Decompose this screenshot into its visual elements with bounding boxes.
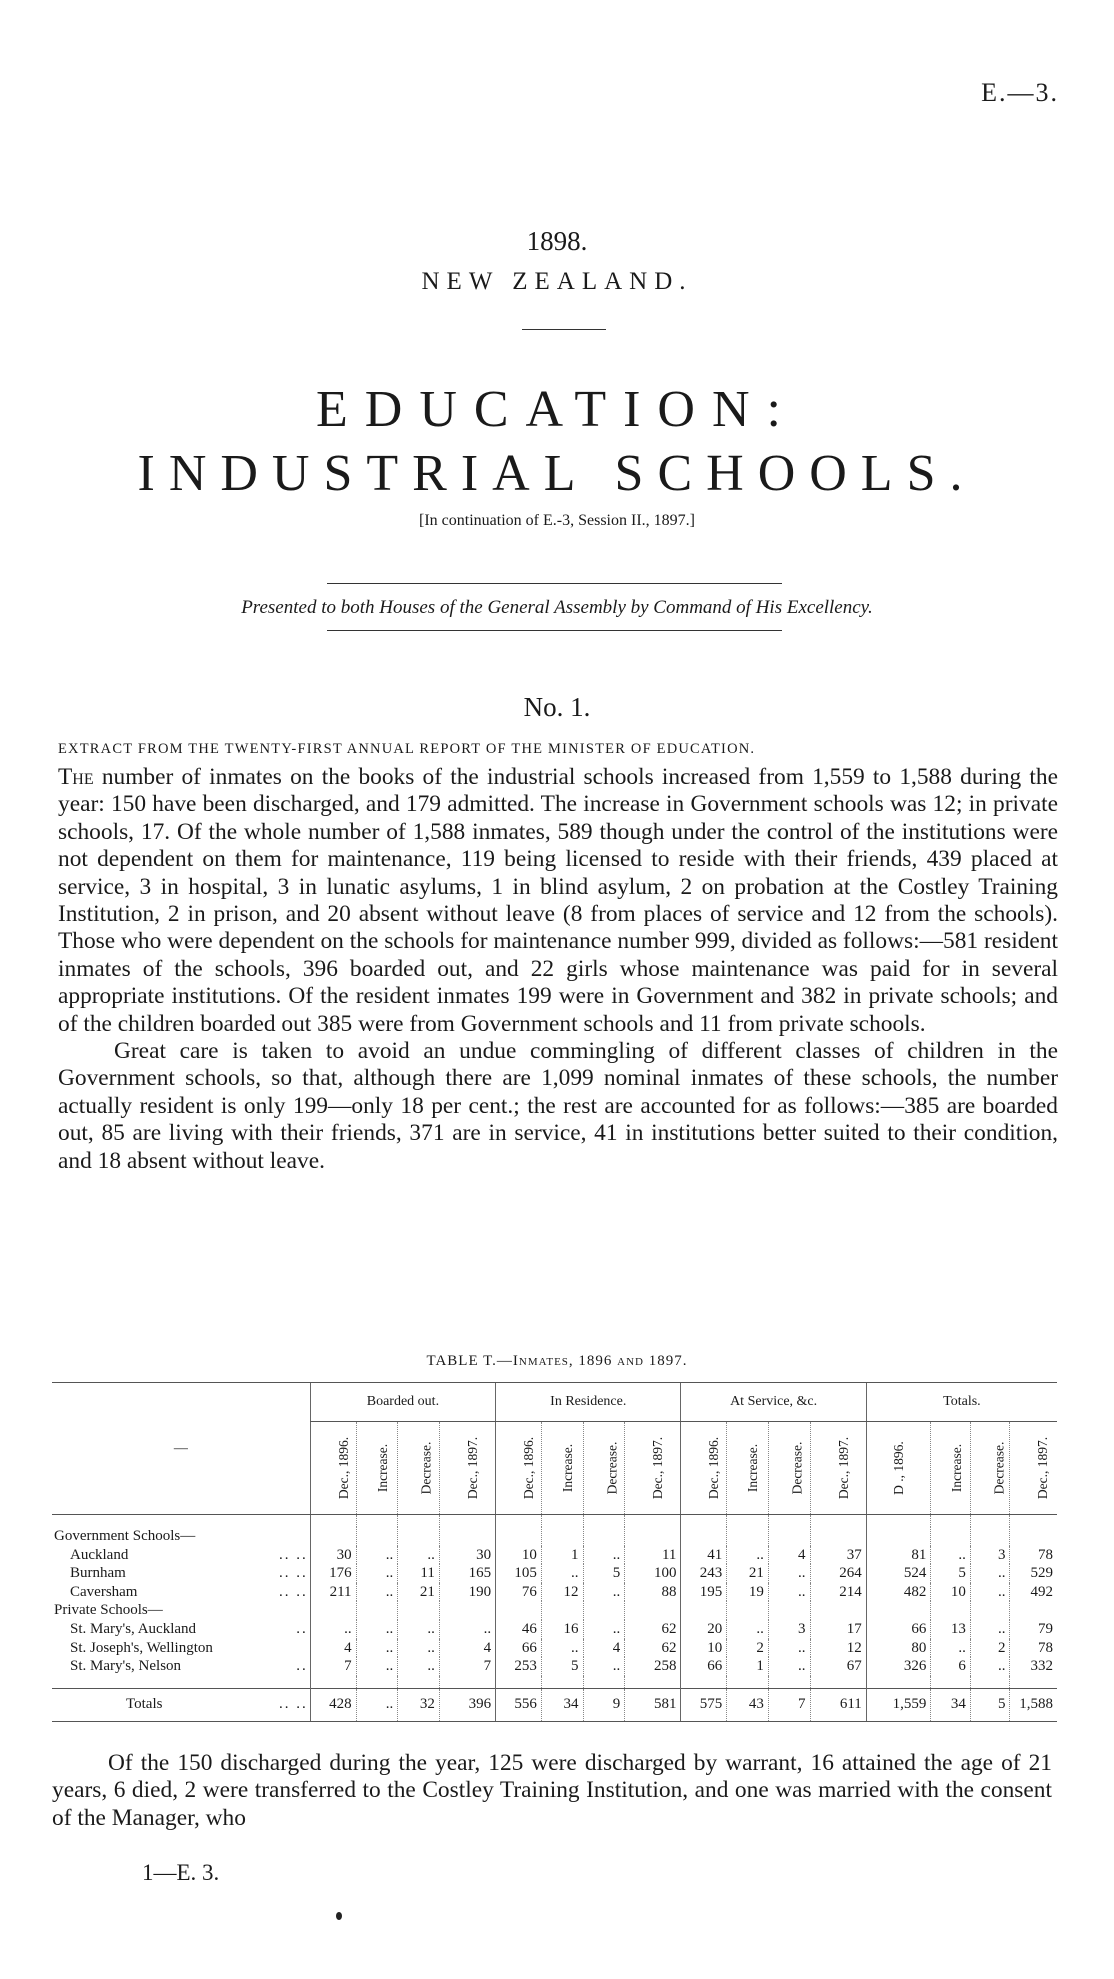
country: NEW ZEALAND. — [421, 268, 693, 295]
table-cell: 34 — [931, 1688, 971, 1721]
column-header — [768, 1422, 810, 1515]
column-header — [681, 1422, 727, 1515]
column-header — [496, 1422, 542, 1515]
column-header — [810, 1422, 866, 1515]
column-header-label: Increase. — [560, 1443, 576, 1492]
column-header-label: Dec., 1896. — [521, 1436, 537, 1499]
table-cell: .. — [583, 1583, 625, 1602]
table-cell: 16 — [541, 1620, 583, 1639]
column-header-label: Dec., 1896. — [335, 1436, 351, 1499]
column-header — [310, 1422, 356, 1515]
inmates-table — [52, 1382, 1057, 1722]
table-cell: .. — [439, 1620, 495, 1639]
body-text-continued — [52, 1750, 1052, 1832]
column-header — [625, 1422, 681, 1515]
column-header-label: Dec., 1897. — [1035, 1436, 1051, 1499]
title-line-1: EDUCATION: — [316, 381, 798, 438]
table-cell: 32 — [398, 1688, 440, 1721]
table-cell: 176 — [310, 1564, 356, 1583]
table-cell: 62 — [625, 1639, 681, 1658]
table-cell: 11 — [625, 1546, 681, 1565]
column-header — [931, 1422, 971, 1515]
school-name: St. Mary's, Nelson — [70, 1658, 182, 1675]
column-header-label: Increase. — [745, 1443, 761, 1492]
divider — [522, 329, 606, 330]
column-header-label: D ., 1896. — [890, 1440, 906, 1495]
divider — [327, 630, 782, 631]
table-cell: 253 — [496, 1657, 542, 1676]
row-label — [52, 1583, 310, 1602]
table-cell: .. — [356, 1583, 398, 1602]
table-cell: .. — [356, 1639, 398, 1658]
school-name: St. Joseph's, Wellington — [70, 1639, 213, 1656]
table-cell: .. — [583, 1546, 625, 1565]
table-cell: 10 — [496, 1546, 542, 1565]
leader-dots: .. .. — [279, 1546, 308, 1563]
table-cell: 78 — [1010, 1546, 1057, 1565]
table-cell: 575 — [681, 1688, 727, 1721]
table-row — [52, 1564, 1057, 1583]
table-cell: .. — [970, 1620, 1010, 1639]
table-cell: 76 — [496, 1583, 542, 1602]
table-cell: 100 — [625, 1564, 681, 1583]
table-cell: 10 — [681, 1639, 727, 1658]
table-cell: .. — [398, 1620, 440, 1639]
column-header-label: Decrease. — [603, 1441, 619, 1494]
row-label — [52, 1564, 310, 1583]
table-group-header-row — [52, 1383, 1057, 1422]
column-header — [398, 1422, 440, 1515]
table-cell: 428 — [310, 1688, 356, 1721]
section-number: No. 1. — [523, 692, 591, 722]
table-cell: 326 — [866, 1657, 931, 1676]
table-cell: 211 — [310, 1583, 356, 1602]
table-cell: .. — [398, 1546, 440, 1565]
body-text — [58, 764, 1058, 1175]
section-row — [52, 1601, 1057, 1620]
table-cell: 4 — [439, 1639, 495, 1658]
table-cell: 2 — [970, 1639, 1010, 1658]
presented-line: Presented to both Houses of the General Assembly by Command of His Excellency. — [241, 597, 873, 618]
row-label — [52, 1620, 310, 1639]
column-header — [970, 1422, 1010, 1515]
table-cell: .. — [310, 1620, 356, 1639]
section-label: Government Schools— — [54, 1528, 196, 1544]
column-header — [727, 1422, 769, 1515]
column-header-label: Dec., 1896. — [706, 1436, 722, 1499]
table-caption-main: Inmates, 1896 and 1897. — [512, 1353, 688, 1369]
table-cell: 492 — [1010, 1583, 1057, 1602]
table-cell: 13 — [931, 1620, 971, 1639]
table-row — [52, 1583, 1057, 1602]
table-cell: .. — [356, 1546, 398, 1565]
table-cell: 524 — [866, 1564, 931, 1583]
table-cell: .. — [768, 1657, 810, 1676]
table-cell: .. — [356, 1620, 398, 1639]
table-cell: 9 — [583, 1688, 625, 1721]
table-cell: 17 — [810, 1620, 866, 1639]
table-cell: 105 — [496, 1564, 542, 1583]
table-cell: 611 — [810, 1688, 866, 1721]
table-cell: 7 — [439, 1657, 495, 1676]
column-header-label: Dec., 1897. — [464, 1436, 480, 1499]
column-header — [356, 1422, 398, 1515]
table-row — [52, 1639, 1057, 1658]
section-label: Private Schools— — [54, 1602, 163, 1619]
table-cell: 2 — [727, 1639, 769, 1658]
table-cell: 258 — [625, 1657, 681, 1676]
school-name: Auckland — [70, 1546, 129, 1563]
table-cell: 62 — [625, 1620, 681, 1639]
table-cell: 243 — [681, 1564, 727, 1583]
table-cell: .. — [356, 1564, 398, 1583]
divider — [327, 583, 782, 584]
table-cell: .. — [970, 1564, 1010, 1583]
table-cell: .. — [727, 1620, 769, 1639]
column-header — [583, 1422, 625, 1515]
table-cell: 482 — [866, 1583, 931, 1602]
paragraph-1 — [58, 764, 1058, 1038]
row-label — [52, 1546, 310, 1565]
column-header-label: Dec., 1897. — [650, 1436, 666, 1499]
school-name: St. Mary's, Auckland — [70, 1620, 197, 1637]
column-header-label: Increase. — [374, 1443, 390, 1492]
paragraph-lead: The — [58, 764, 94, 790]
document-code: E.—3. — [981, 78, 1059, 107]
table-cell: .. — [398, 1657, 440, 1676]
totals-row — [52, 1688, 1057, 1721]
column-header — [1010, 1422, 1057, 1515]
table-cell: 5 — [541, 1657, 583, 1676]
table-cell: 264 — [810, 1564, 866, 1583]
table-cell: 1 — [541, 1546, 583, 1565]
paragraph-text: number of inmates on the books of the industrial schools increased from 1,559 to 1,588 during the year: 150 have been discharged, and 179 admitted. The increase in Government schools was 12; in private schools, 17. Of the whole number of 1,588 inmates, 589 though under the control of the institutions were not dependent on them for maintenance, 119 being licensed to reside with their friends, 439 placed at service, 3 in hospital, 3 in lunatic asylums, 1 in blind asylum, 2 on probation at the Costley Training Institution, 2 in prison, and 20 absent without leave (8 from places of service and 12 from the schools). Those who were dependent on the schools for maintenance number 999, divided as follows:—581 resident inmates of the schools, 396 boarded out, and 22 girls whose maintenance was paid for in several appropriate institutions. Of the resident inmates 199 were in Government and 382 in private schools; and of the children boarded out 385 were from Government schools and 11 from private schools. — [58, 764, 1058, 1037]
table-cell: 214 — [810, 1583, 866, 1602]
table-cell: 21 — [727, 1564, 769, 1583]
table-cell: 3 — [970, 1546, 1010, 1565]
ink-dot — [336, 1912, 342, 1920]
column-header-label: Decrease. — [991, 1441, 1007, 1494]
table-cell: .. — [970, 1583, 1010, 1602]
table-cell: 396 — [439, 1688, 495, 1721]
table-cell: 165 — [439, 1564, 495, 1583]
table-cell: 41 — [681, 1546, 727, 1565]
table-cell: 19 — [727, 1583, 769, 1602]
table-cell: .. — [931, 1639, 971, 1658]
column-header-label: Increase. — [949, 1443, 965, 1492]
table-cell: 66 — [866, 1620, 931, 1639]
column-header — [866, 1422, 931, 1515]
table-cell: 1,559 — [866, 1688, 931, 1721]
table-cell: 556 — [496, 1688, 542, 1721]
table-cell: 12 — [541, 1583, 583, 1602]
spacer-row — [52, 1515, 1057, 1528]
table-row — [52, 1620, 1057, 1639]
table-cell: 581 — [625, 1688, 681, 1721]
table-cell: 30 — [310, 1546, 356, 1565]
extract-heading: EXTRACT FROM THE TWENTY-FIRST ANNUAL REPORT OF THE MINISTER OF EDUCATION. — [58, 741, 756, 757]
table-cell: .. — [541, 1564, 583, 1583]
table-cell: 37 — [810, 1546, 866, 1565]
table-cell: .. — [583, 1620, 625, 1639]
school-name: Burnham — [70, 1565, 126, 1582]
column-header — [541, 1422, 583, 1515]
table-cell: .. — [768, 1564, 810, 1583]
spacer-row — [52, 1676, 1057, 1689]
leader-dots: .. .. — [279, 1565, 308, 1582]
paragraph-3: Of the 150 discharged during the year, 125 were discharged by warrant, 16 attained the age of 21 years, 6 died, 2 were transferred to the Costley Training Institution, and one was married with the consent of the Manager, who — [52, 1750, 1052, 1831]
continuation-note: [In continuation of E.-3, Session II., 1897.] — [419, 512, 695, 529]
stub-header: — — [52, 1383, 310, 1515]
table-cell: .. — [356, 1688, 398, 1721]
school-name: Totals — [126, 1696, 163, 1713]
group-header-boarded-out: Boarded out. — [310, 1383, 495, 1422]
row-label — [52, 1639, 310, 1658]
table-cell: 332 — [1010, 1657, 1057, 1676]
table-cell: 67 — [810, 1657, 866, 1676]
table-cell: 12 — [810, 1639, 866, 1658]
table-cell: 21 — [398, 1583, 440, 1602]
table-cell: 43 — [727, 1688, 769, 1721]
table-cell: 46 — [496, 1620, 542, 1639]
row-label — [52, 1657, 310, 1676]
table-row — [52, 1546, 1057, 1565]
table-cell: .. — [541, 1639, 583, 1658]
table-cell: 5 — [583, 1564, 625, 1583]
table-row — [52, 1657, 1057, 1676]
table-cell: 7 — [310, 1657, 356, 1676]
row-label — [52, 1688, 310, 1721]
title-line-2: INDUSTRIAL SCHOOLS. — [137, 445, 977, 502]
table-cell: 66 — [496, 1639, 542, 1658]
column-header-label: Decrease. — [789, 1441, 805, 1494]
table-cell: .. — [727, 1546, 769, 1565]
table-cell: 80 — [866, 1639, 931, 1658]
table-cell: 88 — [625, 1583, 681, 1602]
table-cell: 3 — [768, 1620, 810, 1639]
year: 1898. — [526, 226, 588, 256]
table-cell: 4 — [583, 1639, 625, 1658]
table-cell: 30 — [439, 1546, 495, 1565]
group-header-totals: Totals. — [866, 1383, 1057, 1422]
table-cell: .. — [768, 1583, 810, 1602]
section-row — [52, 1527, 1057, 1546]
table-cell: 1 — [727, 1657, 769, 1676]
table-cell: 4 — [310, 1639, 356, 1658]
table-cell: 4 — [768, 1546, 810, 1565]
table-cell: 11 — [398, 1564, 440, 1583]
table-cell: .. — [583, 1657, 625, 1676]
group-header-at-service: At Service, &c. — [681, 1383, 866, 1422]
table-cell: 1,588 — [1010, 1688, 1057, 1721]
table-cell: .. — [768, 1639, 810, 1658]
table-caption-prefix: TABLE T.— — [426, 1353, 513, 1369]
column-header — [439, 1422, 495, 1515]
table-cell: 529 — [1010, 1564, 1057, 1583]
paragraph-2: Great care is taken to avoid an undue commingling of different classes of children in the Government schools, so that, although there are 1,099 nominal inmates of these schools, the number actually resident is only 199—only 18 per cent.; the rest are accounted for as follows:—385 are boarded out, 85 are living with their friends, 371 are in service, 41 in institutions better suited to their condition, and 18 absent without leave. — [58, 1038, 1058, 1174]
table-cell: 81 — [866, 1546, 931, 1565]
table-cell: 78 — [1010, 1639, 1057, 1658]
table-cell: 66 — [681, 1657, 727, 1676]
page-signature: 1—E. 3. — [142, 1860, 220, 1885]
table-cell: .. — [970, 1657, 1010, 1676]
table-cell: 10 — [931, 1583, 971, 1602]
table-cell: .. — [931, 1546, 971, 1565]
table-cell: 5 — [931, 1564, 971, 1583]
school-name: Caversham — [70, 1583, 138, 1600]
table-cell: .. — [398, 1639, 440, 1658]
table-cell: 7 — [768, 1688, 810, 1721]
leader-dots: .. .. — [279, 1696, 308, 1713]
leader-dots: .. — [296, 1620, 308, 1637]
table-caption — [0, 1353, 1114, 1370]
table-cell: 79 — [1010, 1620, 1057, 1639]
table-cell: .. — [356, 1657, 398, 1676]
leader-dots: .. .. — [279, 1583, 308, 1600]
group-header-in-residence: In Residence. — [496, 1383, 681, 1422]
table-cell: 20 — [681, 1620, 727, 1639]
leader-dots: .. — [296, 1658, 308, 1675]
table-cell: 34 — [541, 1688, 583, 1721]
column-header-label: Dec., 1897. — [835, 1436, 851, 1499]
column-header-label: Decrease. — [418, 1441, 434, 1494]
table-cell: 195 — [681, 1583, 727, 1602]
table-cell: 5 — [970, 1688, 1010, 1721]
table-cell: 6 — [931, 1657, 971, 1676]
table-cell: 190 — [439, 1583, 495, 1602]
